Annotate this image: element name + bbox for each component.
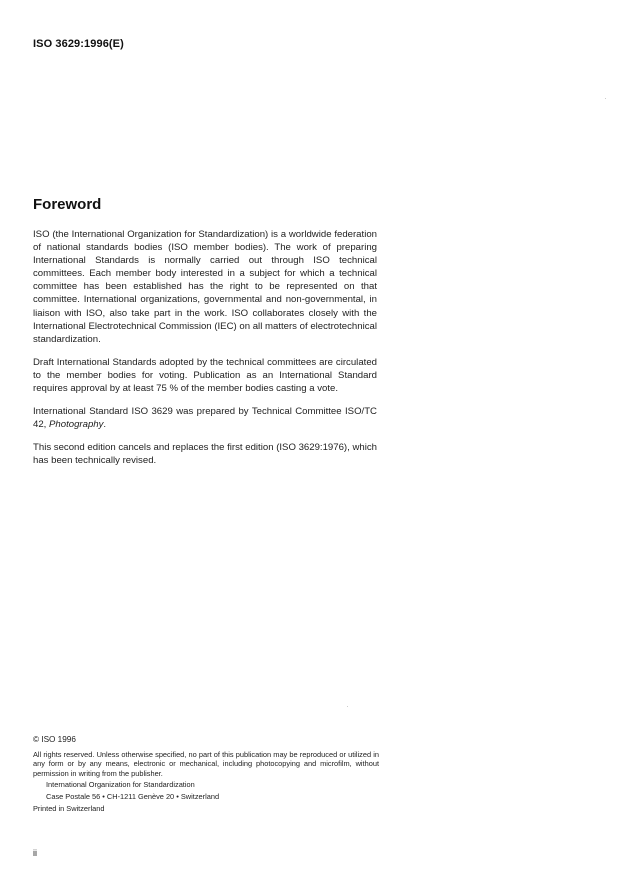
rights-notice: All rights reserved. Unless otherwise specified, no part of this publication may be reproduced or utilized in any form or by any means, electronic or mechanical, including photocopying and microfilm, without permission in writing from the publisher. [33,749,379,778]
prepared-by-text: International Standard ISO 3629 was prepared by Technical Committee ISO/TC 42, [33,406,377,431]
foreword-body [33,228,377,478]
publisher-name: International Organization for Standardization [46,780,195,790]
prepared-by-suffix: . [103,419,107,431]
printed-in: Printed in Switzerland [33,803,105,813]
paragraph-iso-overview: ISO (the International Organization for Standardization) is a worldwide federation of national standards bodies (ISO member bodies). The work of preparing International Standards is normally carried out through ISO technical committees. Each member body interested in a subject for which a technical committee has been established has the right to be represented on that committee. International organizations, governmental and non-governmental, in liaison with ISO, also take part in the work. ISO collaborates closely with the International Electrotechnical Commission (IEC) on all matters of electrotechnical standardization. [33,229,377,345]
publisher-address: Case Postale 56 • CH-1211 Genève 20 • Switzerland [46,791,220,801]
page-number: ii [33,848,37,858]
scan-speck [347,706,348,707]
paragraph-prepared-by [33,405,377,431]
document-id: ISO 3629:1996(E) [33,38,124,50]
page-title: Foreword [33,196,102,213]
paragraph-draft-standards: Draft International Standards adopted by the technical committees are circulated to the member bodies for voting. Publication as an International Standard requires approval by at least 75 % of the member bodies casting a vote. [33,356,377,395]
copyright-block [33,735,379,813]
paragraph-edition-note: This second edition cancels and replaces the first edition (ISO 3629:1976), which has been technically revised. [33,442,377,467]
committee-name: Photography [49,419,104,431]
copyright-line: © ISO 1996 [33,735,76,744]
scan-speck [605,98,606,99]
